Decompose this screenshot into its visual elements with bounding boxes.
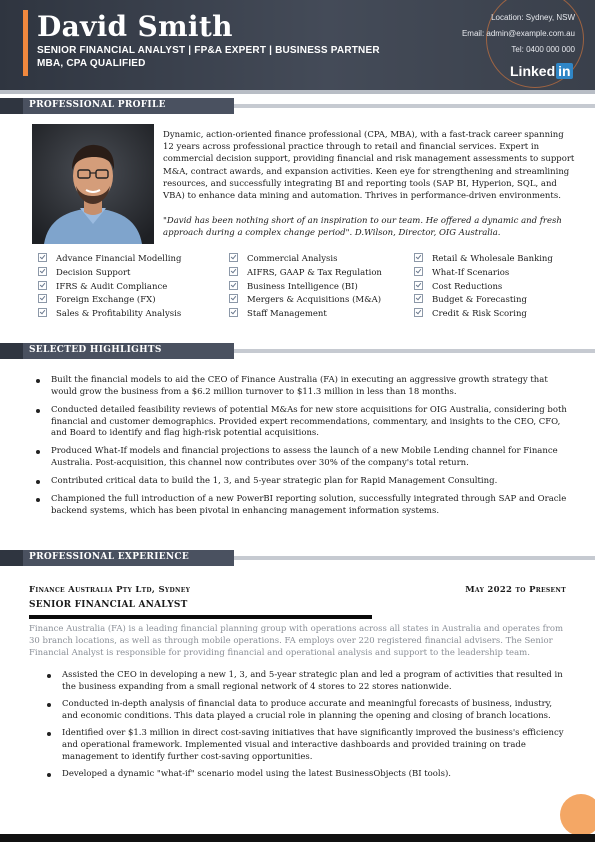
- skill-item: IFRS & Audit Compliance: [38, 281, 181, 295]
- linkedin-badge: in: [558, 63, 571, 79]
- checkbox-icon: [414, 267, 423, 276]
- employment-dates: May 2022 to Present: [465, 585, 566, 595]
- linkedin-text: Linked: [510, 63, 556, 79]
- section-divider: [234, 556, 595, 560]
- section-title: PROFESSIONAL EXPERIENCE: [29, 552, 190, 562]
- list-item: Conducted detailed feasibility reviews of potential M&As for new store acquisitions for OIG Australia, considering both financial and customer demographics. Provided expert recommendations, commentary, and insights to the CEO, CFO, and Board to identify and flag high-risk potential acquisitions.: [35, 405, 575, 440]
- profile-summary: Dynamic, action-oriented finance professional (CPA, MBA), with a fast-track career spanning 12 years across professional practice through to retail and financial services. Expert in commercial decision support, providing financial and risk management assessments to support M&A, contract awards, and expansion activities. Keen eye for strengthening and streamlining resources, and successfully integrating BI and reporting tools (SAP BI, Hyperion, SQL, and VBA) to enhance data mining and automation. Thrives in performance-driven environments.: [163, 130, 575, 202]
- skill-item: Business Intelligence (BI): [229, 281, 382, 295]
- linkedin-logo-link[interactable]: [510, 63, 573, 79]
- contact-phone[interactable]: Tel: 0400 000 000: [511, 45, 575, 54]
- checkbox-icon: [38, 267, 47, 276]
- section-divider: [234, 104, 595, 108]
- list-item: Identified over $1.3 million in direct cost-saving initiatives that have significantly improved the business's efficiency and operational framework. Implemented visual and interactive dashboards and provided training on trade management to identify further cost-saving opportunities.: [46, 728, 570, 763]
- list-item: Built the financial models to aid the CEO of Finance Australia (FA) in executing an aggressive growth strategy that would grow the business from a $6.2 million turnover to $11.3 million in less than 18 months.: [35, 375, 575, 399]
- job-title-line: SENIOR FINANCIAL ANALYST | FP&A EXPERT | BUSINESS PARTNER: [37, 45, 380, 56]
- list-item: Produced What-If models and financial projections to assess the launch of a new Mobile Lending channel for Finance Australia. Post-acquisition, this channel now contributes over 30% of the company's total return.: [35, 446, 575, 470]
- profile-photo-image: [32, 124, 154, 244]
- checkbox-icon: [414, 281, 423, 290]
- section-title: SELECTED HIGHLIGHTS: [29, 345, 162, 355]
- skill-item: Commercial Analysis: [229, 253, 382, 267]
- contact-location: Location: Sydney, NSW: [491, 13, 575, 22]
- checkbox-icon: [414, 308, 423, 317]
- skills-column-1: [38, 253, 181, 322]
- checkbox-icon: [38, 281, 47, 290]
- role-underline: [29, 615, 372, 619]
- checkbox-icon: [229, 281, 238, 290]
- skills-column-2: [229, 253, 382, 322]
- checkbox-icon: [229, 308, 238, 317]
- experience-achievements-list: [46, 670, 570, 787]
- skill-item: What-If Scenarios: [414, 267, 553, 281]
- candidate-name: David Smith: [37, 10, 233, 43]
- checkbox-icon: [229, 294, 238, 303]
- skill-item: Cost Reductions: [414, 281, 553, 295]
- checkbox-icon: [229, 267, 238, 276]
- checkbox-icon: [38, 253, 47, 262]
- footer-bar: [0, 834, 595, 842]
- profile-photo: [32, 124, 154, 244]
- highlights-list: [35, 375, 575, 524]
- skill-item: Foreign Exchange (FX): [38, 294, 181, 308]
- checkbox-icon: [414, 253, 423, 262]
- checkbox-icon: [38, 308, 47, 317]
- section-divider: [234, 349, 595, 353]
- header-banner: [0, 0, 595, 90]
- qualification-line: MBA, CPA QUALIFIED: [37, 58, 146, 69]
- section-title: PROFESSIONAL PROFILE: [29, 100, 166, 110]
- section-header-experience: [0, 550, 234, 566]
- skill-item: Advance Financial Modelling: [38, 253, 181, 267]
- skills-column-3: [414, 253, 553, 322]
- skill-item: Retail & Wholesale Banking: [414, 253, 553, 267]
- job-role-title: SENIOR FINANCIAL ANALYST: [29, 600, 188, 610]
- checkbox-icon: [414, 294, 423, 303]
- contact-email[interactable]: Email: admin@example.com.au: [461, 29, 575, 38]
- skill-item: AIFRS, GAAP & Tax Regulation: [229, 267, 382, 281]
- list-item: Assisted the CEO in developing a new 1, 3, and 5-year strategic plan and led a program of activities that resulted in the business expanding from a small regional network of 4 stores to 22 stores nationwide.: [46, 670, 570, 694]
- checkbox-icon: [229, 253, 238, 262]
- company-description: Finance Australia (FA) is a leading financial planning group with operations across all states in Australia and operates from 30 branch locations, as well as through mobile operations. FA employs over 220 registered financial advisers. The Senior Financial Analyst is responsible for providing financial and operational analysis and support to the leadership team.: [29, 624, 564, 659]
- skill-item: Mergers & Acquisitions (M&A): [229, 294, 382, 308]
- section-header-profile: [0, 98, 234, 114]
- section-header-highlights: [0, 343, 234, 359]
- skill-item: Sales & Profitability Analysis: [38, 308, 181, 322]
- decorative-circle: [560, 794, 595, 836]
- company-name: Finance Australia Pty Ltd, Sydney: [29, 585, 191, 595]
- list-item: Contributed critical data to build the 1, 3, and 5-year strategic plan for Rapid Management Consulting.: [35, 476, 575, 488]
- list-item: Championed the full introduction of a new PowerBI reporting solution, successfully integrated through SAP and Oracle backend systems, which has been pivotal in enhancing management information systems.: [35, 494, 575, 518]
- skill-item: Decision Support: [38, 267, 181, 281]
- checkbox-icon: [38, 294, 47, 303]
- header-accent-bar: [23, 10, 28, 76]
- skill-item: Budget & Forecasting: [414, 294, 553, 308]
- skill-item: Credit & Risk Scoring: [414, 308, 553, 322]
- skill-item: Staff Management: [229, 308, 382, 322]
- list-item: Conducted in-depth analysis of financial data to produce accurate and meaningful forecasts of business, industry, and economic conditions. This data played a crucial role in planning the opening and closing of branch locations.: [46, 699, 570, 723]
- list-item: Developed a dynamic "what-if" scenario model using the latest BusinessObjects (BI tools).: [46, 769, 570, 781]
- testimonial-quote: "David has been nothing short of an inspiration to our team. He offered a dynamic and fresh approach during a complex change period". D.Wilson, Director, OIG Australia.: [163, 216, 562, 239]
- header-divider: [0, 90, 595, 94]
